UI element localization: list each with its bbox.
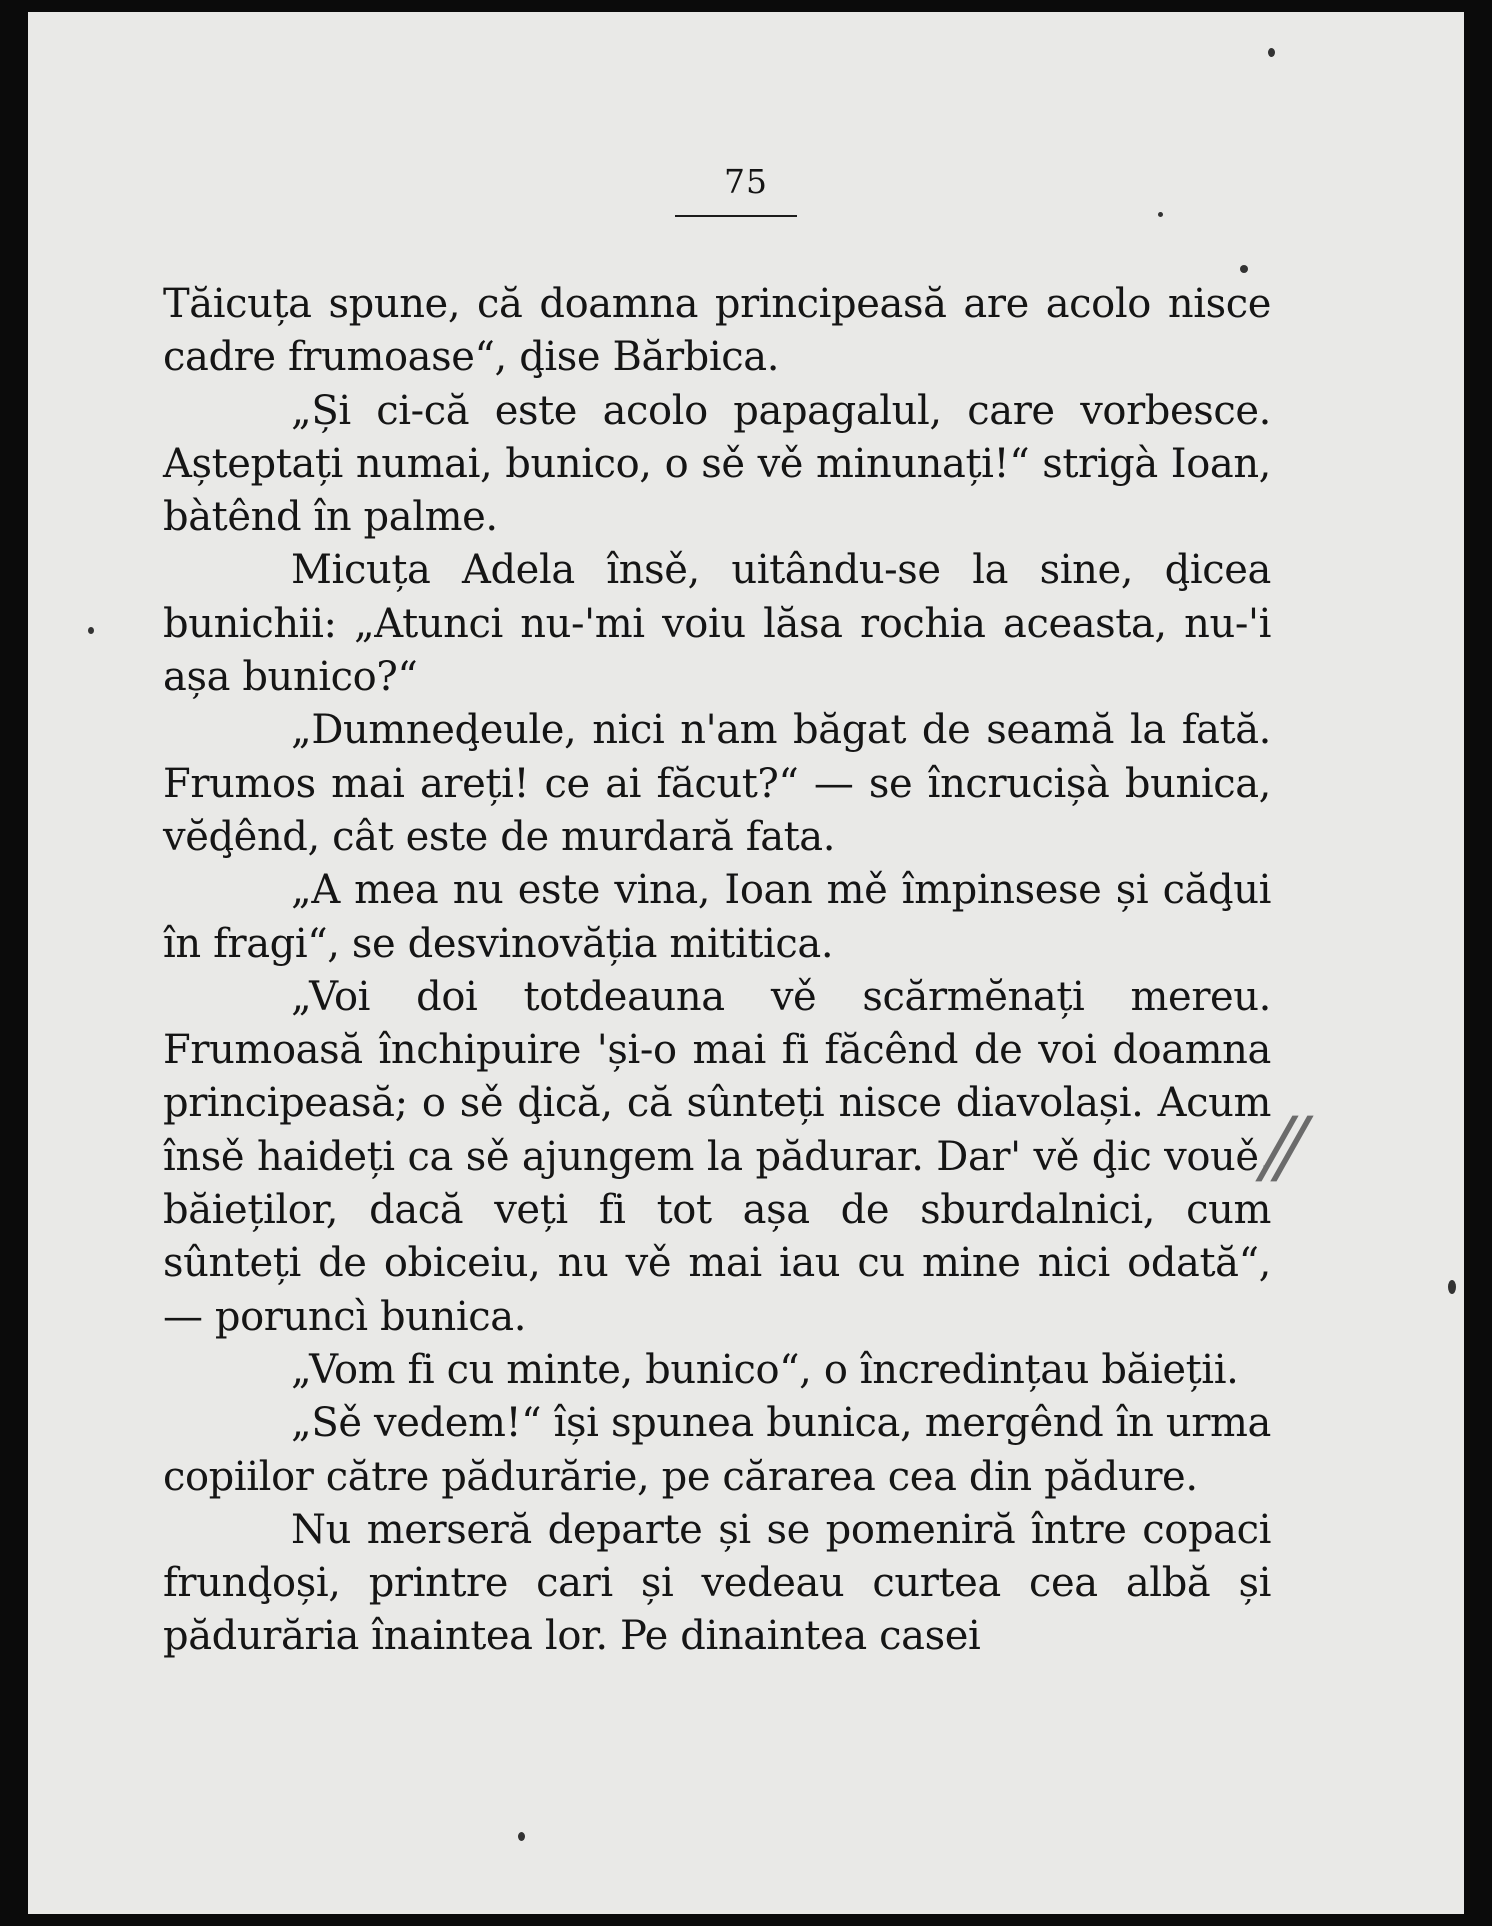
- scan-speck: [518, 1832, 525, 1841]
- book-page: [28, 12, 1464, 1914]
- paragraph-5: „A mea nu este vina, Ioan mě împinsese și căḑui în fragi“, se desvinovăția mititica.: [163, 867, 1271, 967]
- paragraph-8: „Sě vedem!“ își spunea bunica, mergênd în urma copiilor către pădurărie, pe cărarea cea din pădure.: [163, 1400, 1271, 1500]
- margin-pencil-mark: //: [1252, 1100, 1306, 1193]
- scan-speck: [1448, 1280, 1456, 1294]
- paragraph-9: Nu merseră departe și se pomeniră între copaci frunḑoși, printre cari și vedeau curtea cea albă și pădurăria înaintea lor. Pe dinaintea casei: [163, 1506, 1271, 1660]
- paragraph-1: Tăicuța spune, că doamna principeasă are acolo nisce cadre frumoase“, ḑise Bărbica.: [163, 281, 1271, 381]
- paragraph-6: „Voi doi totdeauna vě scărmĕnați mereu. Frumoasă închipuire 'și-o mai fi făcênd de voi doamna principeasă; o sě ḑică, că sûnteți nisce diavolași. Acum însě haideți ca sě ajungem la pădurar. Dar' vě ḑic vouě, băieților, dacă veți fi tot așa de sburdalnici, cum sûnteți de obiceiu, nu vě mai iau cu mine nici odată“, — poruncì bunica.: [163, 973, 1271, 1340]
- paragraph-3: Micuța Adela însě, uitându-se la sine, ḑicea bunichii: „Atunci nu-'mi voiu lăsa rochia aceasta, nu-'i așa bunico?“: [163, 547, 1271, 701]
- scan-speck: [1240, 265, 1248, 273]
- paragraph-2: „Și ci-că este acolo papagalul, care vorbesce. Așteptați numai, bunico, o sě vě minunați!“ strigà Ioan, bàtênd în palme.: [163, 387, 1271, 541]
- page-number-rule: [675, 215, 797, 217]
- paragraph-7: „Vom fi cu minte, bunico“, o încredințau băieții.: [291, 1346, 1239, 1393]
- page-number: 75: [724, 162, 768, 201]
- scan-speck: [1158, 212, 1163, 217]
- paragraph-4: „Dumneḑeule, nici n'am băgat de seamă la fată. Frumos mai areți! ce ai făcut?“ — se încrucișà bunica, vĕḑênd, cât este de murdară fata.: [163, 707, 1271, 860]
- scan-speck: [1268, 48, 1275, 57]
- body-text: [163, 278, 1271, 1664]
- scan-speck: [88, 627, 94, 634]
